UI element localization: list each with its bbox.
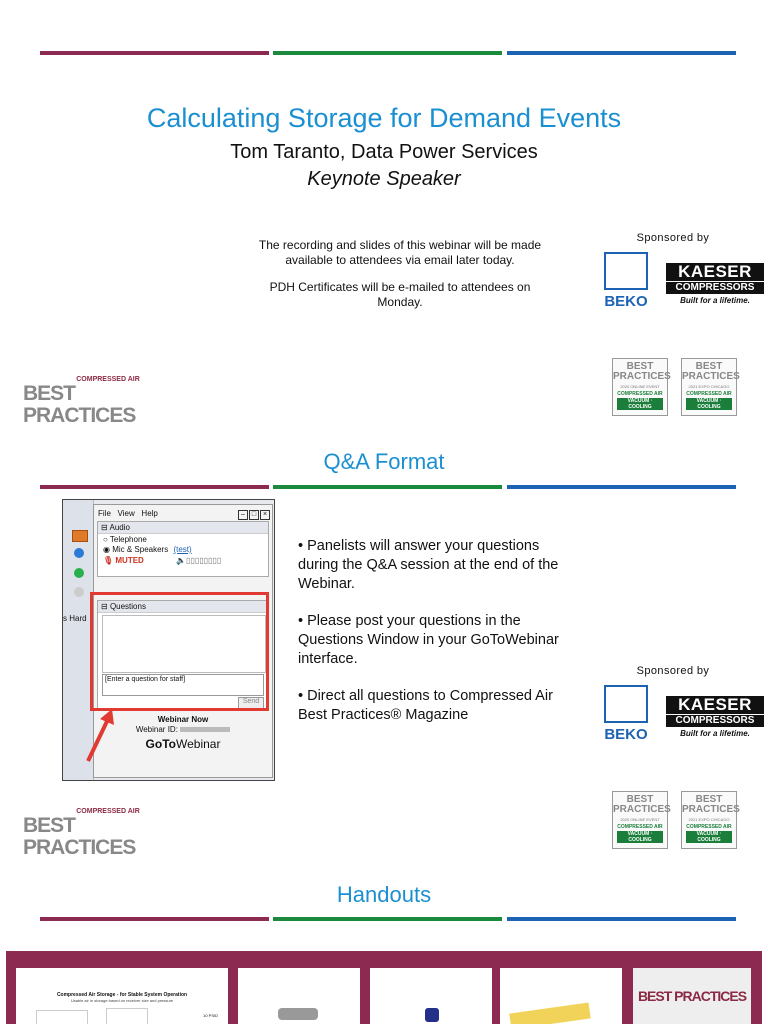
- qa-bullet: • Panelists will answer your questions during the Q&A session at the end of the Webinar.: [298, 538, 559, 592]
- handouts-title: Handouts: [336, 882, 432, 907]
- red-arrow-icon: [80, 705, 120, 765]
- gtw-send-button[interactable]: Send: [238, 697, 264, 709]
- qa-bullet: • Direct all questions to Compressed Air Best Practices® Magazine: [298, 688, 553, 723]
- gtw-muted-status: MUTED: [115, 556, 144, 565]
- gtw-questions-section: ⊟ Questions [Enter a question for staff] Send: [97, 600, 269, 710]
- speaker-name: Tom Taranto, Data Power Services: [230, 141, 538, 163]
- gtw-window-controls[interactable]: – □ ×: [237, 509, 270, 520]
- handout-thumbnail[interactable]: [370, 968, 492, 1024]
- muted-icon: 🎙: [103, 556, 114, 565]
- gtw-menu[interactable]: File View Help: [98, 509, 158, 518]
- qa-title: Q&A Format: [323, 449, 445, 474]
- gtw-test-link[interactable]: (test): [173, 545, 192, 554]
- slide-title: Calculating Storage for Demand Events: [146, 103, 622, 133]
- qa-bullet-list: [298, 537, 568, 743]
- expo-badge-2020: BEST PRACTICES 2020 ONLINE EVENT COMPRESSED AIR VACUUM · COOLING: [612, 358, 668, 416]
- gtw-telephone-option[interactable]: Telephone: [109, 535, 147, 544]
- handout-thumbnail[interactable]: BEST PRACTICES: [633, 968, 751, 1024]
- gotowebinar-brand: GoToWebinar: [145, 737, 221, 751]
- handout-chart-legend: 10 PSID: [203, 1013, 218, 1018]
- beko-logo: BEKO: [601, 252, 651, 310]
- divider-rule: [40, 51, 736, 55]
- gtw-mic-option[interactable]: Mic & Speakers: [112, 545, 169, 554]
- handout-thumbnail[interactable]: [500, 968, 622, 1024]
- qa-bullet: • Please post your questions in the Questions Window in your GoToWebinar interface.: [298, 613, 559, 667]
- kaeser-logo: KAESER COMPRESSORS Built for a lifetime.: [666, 263, 764, 305]
- recording-note: The recording and slides of this webinar will be made available to attendees via email later today.: [258, 238, 542, 267]
- expo-badge-2020: BEST PRACTICES 2020 ONLINE EVENT COMPRESSED AIR VACUUM · COOLING: [612, 791, 668, 849]
- expo-badge-2021: BEST PRACTICES 2021 EXPO CHICAGO COMPRESSED AIR VACUUM · COOLING: [681, 791, 737, 849]
- gtw-audio-section: ⊟ Audio ○ Telephone ◉ Mic & Speakers (test) 🎙 MUTED 🔈▯▯▯▯▯▯▯▯: [97, 521, 269, 577]
- expo-badge-2021: BEST PRACTICES 2021 EXPO CHICAGO COMPRESSED AIR VACUUM · COOLING: [681, 358, 737, 416]
- pdh-note: PDH Certificates will be e-mailed to attendees on Monday.: [269, 280, 531, 309]
- gtw-webinar-now: Webinar Now: [157, 715, 209, 724]
- handout-chart-subtitle: Usable air in storage based on receiver size and pressure: [70, 998, 174, 1003]
- gtw-side-text: s Hard: [63, 614, 87, 623]
- questions-highlight-box: [90, 592, 269, 711]
- kaeser-logo: KAESER COMPRESSORS Built for a lifetime.: [666, 696, 764, 738]
- sponsored-by-label: Sponsored by: [636, 232, 710, 244]
- speaker-volume-icon: 🔈▯▯▯▯▯▯▯▯: [176, 556, 222, 565]
- handout-thumbnail[interactable]: [238, 968, 360, 1024]
- sponsored-by-label: Sponsored by: [636, 665, 710, 677]
- divider-rule: [40, 917, 736, 921]
- handouts-strip: [6, 951, 762, 1024]
- handout-thumbnail[interactable]: [16, 968, 228, 1024]
- gtw-questions-label: Questions: [109, 602, 146, 611]
- speaker-role: Keynote Speaker: [307, 168, 461, 190]
- best-practices-logo: COMPRESSED AIR BEST PRACTICES: [23, 376, 140, 427]
- gtw-webinar-id: Webinar ID:: [94, 725, 272, 734]
- divider-rule: [40, 485, 736, 489]
- handout-chart-title: Compressed Air Storage - for Stable System Operation: [56, 992, 188, 998]
- gtw-question-input[interactable]: [Enter a question for staff]: [102, 674, 264, 696]
- beko-logo: BEKO: [601, 685, 651, 743]
- best-practices-logo: COMPRESSED AIR BEST PRACTICES: [23, 808, 140, 859]
- gtw-audio-label: Audio: [109, 523, 130, 532]
